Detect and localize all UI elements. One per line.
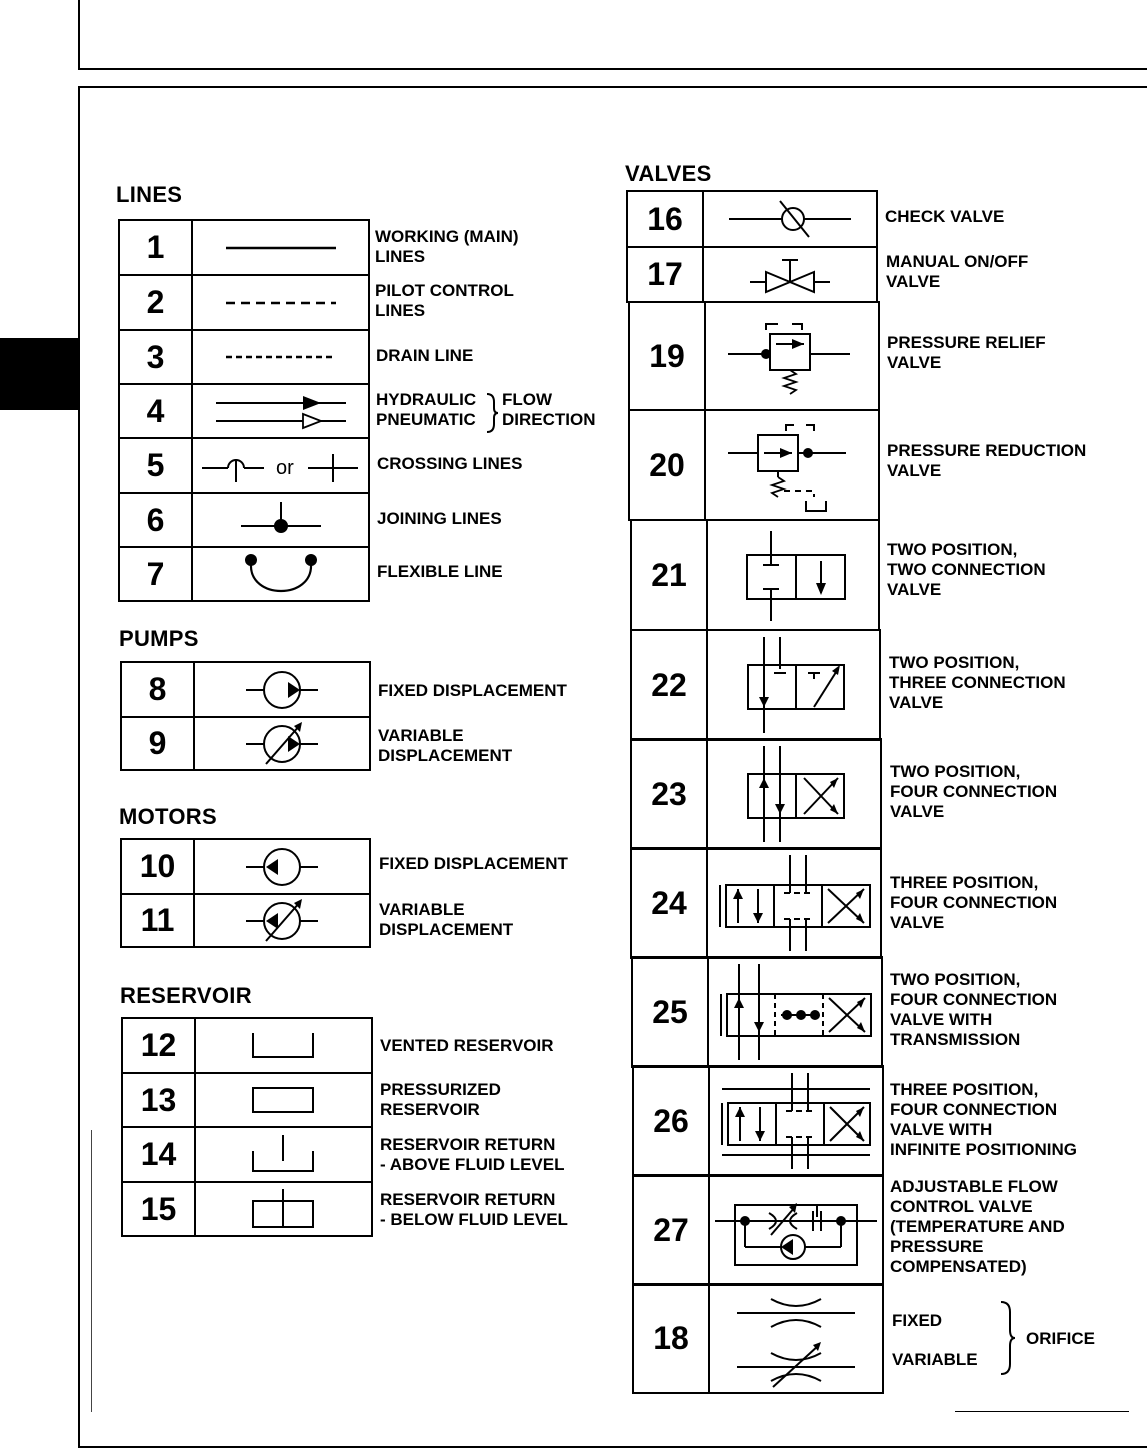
two-pos-four-conn-symbol — [708, 740, 880, 848]
pilot-line-symbol — [193, 276, 368, 329]
vented-reservoir-symbol — [196, 1019, 371, 1072]
symbol-number: 1 — [120, 221, 193, 274]
valves-label: FIXED — [892, 1311, 943, 1330]
table-row — [120, 276, 368, 331]
symbol-number: 23 — [632, 740, 708, 848]
table-row — [123, 1074, 371, 1128]
table-row — [120, 548, 368, 600]
table-row — [123, 1019, 371, 1074]
reservoir-heading: RESERVOIR — [120, 983, 252, 1008]
fixed-motor-symbol — [195, 840, 369, 893]
flexible-line-symbol — [193, 548, 368, 600]
valves-heading: VALVES — [625, 161, 712, 186]
table-row — [634, 1285, 882, 1392]
symbol-number: 20 — [630, 411, 706, 519]
pressurized-reservoir-symbol — [196, 1074, 371, 1126]
symbol-number: 10 — [122, 840, 195, 893]
valves-label: TWO POSITION, FOUR CONNECTION VALVE — [890, 762, 1058, 821]
working-line-symbol — [193, 221, 368, 274]
two-pos-four-conn-transmission-symbol — [709, 958, 881, 1066]
symbol-number: 17 — [628, 248, 704, 301]
brace-icon — [484, 392, 500, 434]
table-row — [632, 740, 880, 848]
valves-label: CHECK VALVE — [885, 207, 1005, 226]
lines-label: WORKING (MAIN) LINES — [375, 227, 519, 266]
margin-rule — [91, 1130, 92, 1412]
symbol-number: 4 — [120, 385, 193, 437]
symbol-number: 2 — [120, 276, 193, 329]
table-row — [632, 521, 878, 629]
symbol-number: 24 — [632, 849, 708, 957]
check-valve-symbol — [704, 192, 876, 246]
symbol-number: 21 — [632, 521, 708, 629]
table-row — [122, 663, 369, 718]
table-row — [120, 494, 368, 548]
joining-lines-symbol — [193, 494, 368, 546]
symbol-number: 18 — [634, 1285, 710, 1392]
motors-table — [120, 838, 371, 948]
motors-label: VARIABLE DISPLACEMENT — [379, 900, 514, 939]
lines-label: DRAIN LINE — [376, 346, 474, 365]
valves-table-22 — [630, 629, 881, 741]
table-row — [122, 840, 369, 895]
two-pos-two-conn-symbol — [708, 521, 878, 629]
pressure-relief-symbol — [706, 303, 878, 409]
pressure-reduction-symbol — [706, 411, 878, 519]
flow-control-symbol — [710, 1176, 882, 1284]
lines-heading: LINES — [116, 182, 183, 207]
symbol-number: 13 — [123, 1074, 196, 1126]
lines-label: FLOW DIRECTION — [502, 390, 596, 429]
valves-label: TWO POSITION, THREE CONNECTION VALVE — [889, 653, 1066, 712]
orifice-symbol — [710, 1285, 882, 1392]
drain-line-symbol — [193, 331, 368, 383]
lines-table — [118, 219, 370, 602]
reservoir-table — [121, 1017, 373, 1237]
symbol-number: 22 — [632, 631, 708, 739]
table-row — [630, 411, 878, 519]
symbol-number: 11 — [122, 895, 195, 946]
table-row — [628, 248, 876, 301]
table-row — [123, 1183, 371, 1235]
or-text: or — [276, 456, 294, 479]
brace-icon — [998, 1300, 1018, 1376]
valves-label: ADJUSTABLE FLOW CONTROL VALVE (TEMPERATURE AND PRESSURE COMPENSATED) — [890, 1177, 1065, 1276]
symbol-number: 7 — [120, 548, 193, 600]
valves-table-top — [626, 190, 878, 303]
pumps-heading: PUMPS — [119, 626, 199, 651]
valves-table-23 — [630, 738, 882, 850]
symbol-number: 26 — [634, 1067, 710, 1175]
valves-label: ORIFICE — [1026, 1329, 1095, 1348]
lines-label: HYDRAULIC PNEUMATIC — [376, 390, 477, 429]
table-row — [630, 303, 878, 411]
section-tab-marker — [0, 338, 78, 410]
footer-rule — [955, 1411, 1129, 1412]
table-row — [120, 385, 368, 439]
valves-table-27 — [632, 1174, 884, 1286]
table-row — [120, 331, 368, 385]
pumps-label: FIXED DISPLACEMENT — [378, 681, 567, 700]
symbol-number: 8 — [122, 663, 195, 716]
valves-label: TWO POSITION, FOUR CONNECTION VALVE WITH TRANSMISSION — [890, 970, 1058, 1049]
table-row — [632, 849, 880, 957]
variable-pump-symbol — [195, 718, 369, 769]
two-pos-three-conn-symbol — [708, 631, 879, 739]
symbol-number: 6 — [120, 494, 193, 546]
motors-heading: MOTORS — [119, 804, 217, 829]
valves-table-18 — [632, 1283, 884, 1394]
valves-table-pressure — [628, 301, 880, 521]
flow-direction-symbol — [193, 385, 368, 437]
valves-label: TWO POSITION, TWO CONNECTION VALVE — [887, 540, 1046, 599]
fixed-pump-symbol — [195, 663, 369, 716]
motors-label: FIXED DISPLACEMENT — [379, 854, 568, 873]
lines-label: PILOT CONTROL LINES — [375, 281, 514, 320]
lines-label: CROSSING LINES — [377, 454, 523, 473]
table-row — [122, 718, 369, 769]
reservoir-label: PRESSURIZED RESERVOIR — [380, 1080, 501, 1119]
symbol-number: 25 — [633, 958, 709, 1066]
return-above-symbol — [196, 1128, 371, 1181]
symbol-number: 16 — [628, 192, 704, 246]
valves-label: PRESSURE REDUCTION VALVE — [887, 441, 1087, 480]
table-row — [120, 439, 368, 494]
valves-table-24 — [630, 847, 882, 959]
symbol-number: 27 — [634, 1176, 710, 1284]
valves-label: THREE POSITION, FOUR CONNECTION VALVE — [890, 873, 1058, 932]
valves-table-21 — [630, 519, 880, 631]
symbol-number: 19 — [630, 303, 706, 409]
table-row — [122, 895, 369, 946]
pumps-label: VARIABLE DISPLACEMENT — [378, 726, 513, 765]
lines-label: FLEXIBLE LINE — [377, 562, 503, 581]
page-header-frame — [78, 0, 1147, 70]
symbol-number: 12 — [123, 1019, 196, 1072]
reservoir-label: RESERVOIR RETURN - BELOW FLUID LEVEL — [380, 1190, 568, 1229]
crossing-lines-symbol — [193, 439, 368, 492]
valves-label: MANUAL ON/OFF VALVE — [886, 252, 1029, 291]
valves-table-26 — [632, 1065, 884, 1177]
table-row — [634, 1176, 882, 1284]
table-row — [633, 958, 881, 1066]
table-row — [628, 192, 876, 248]
symbol-number: 5 — [120, 439, 193, 492]
symbol-number: 9 — [122, 718, 195, 769]
three-pos-four-conn-symbol — [708, 849, 880, 957]
three-pos-infinite-symbol — [710, 1067, 882, 1175]
valves-label: VARIABLE — [892, 1350, 978, 1369]
table-row — [120, 221, 368, 276]
table-row — [634, 1067, 882, 1175]
symbol-number: 14 — [123, 1128, 196, 1181]
reservoir-label: VENTED RESERVOIR — [380, 1036, 554, 1055]
lines-label: JOINING LINES — [377, 509, 502, 528]
manual-valve-symbol — [704, 248, 876, 301]
valves-label: THREE POSITION, FOUR CONNECTION VALVE WITH INFINITE POSITIONING — [890, 1080, 1078, 1159]
table-row — [123, 1128, 371, 1183]
pumps-table — [120, 661, 371, 771]
variable-motor-symbol — [195, 895, 369, 946]
valves-label: PRESSURE RELIEF VALVE — [887, 333, 1046, 372]
valves-table-25 — [631, 956, 883, 1068]
reservoir-label: RESERVOIR RETURN - ABOVE FLUID LEVEL — [380, 1135, 565, 1174]
table-row — [632, 631, 879, 739]
symbol-number: 15 — [123, 1183, 196, 1235]
return-below-symbol — [196, 1183, 371, 1235]
symbol-number: 3 — [120, 331, 193, 383]
